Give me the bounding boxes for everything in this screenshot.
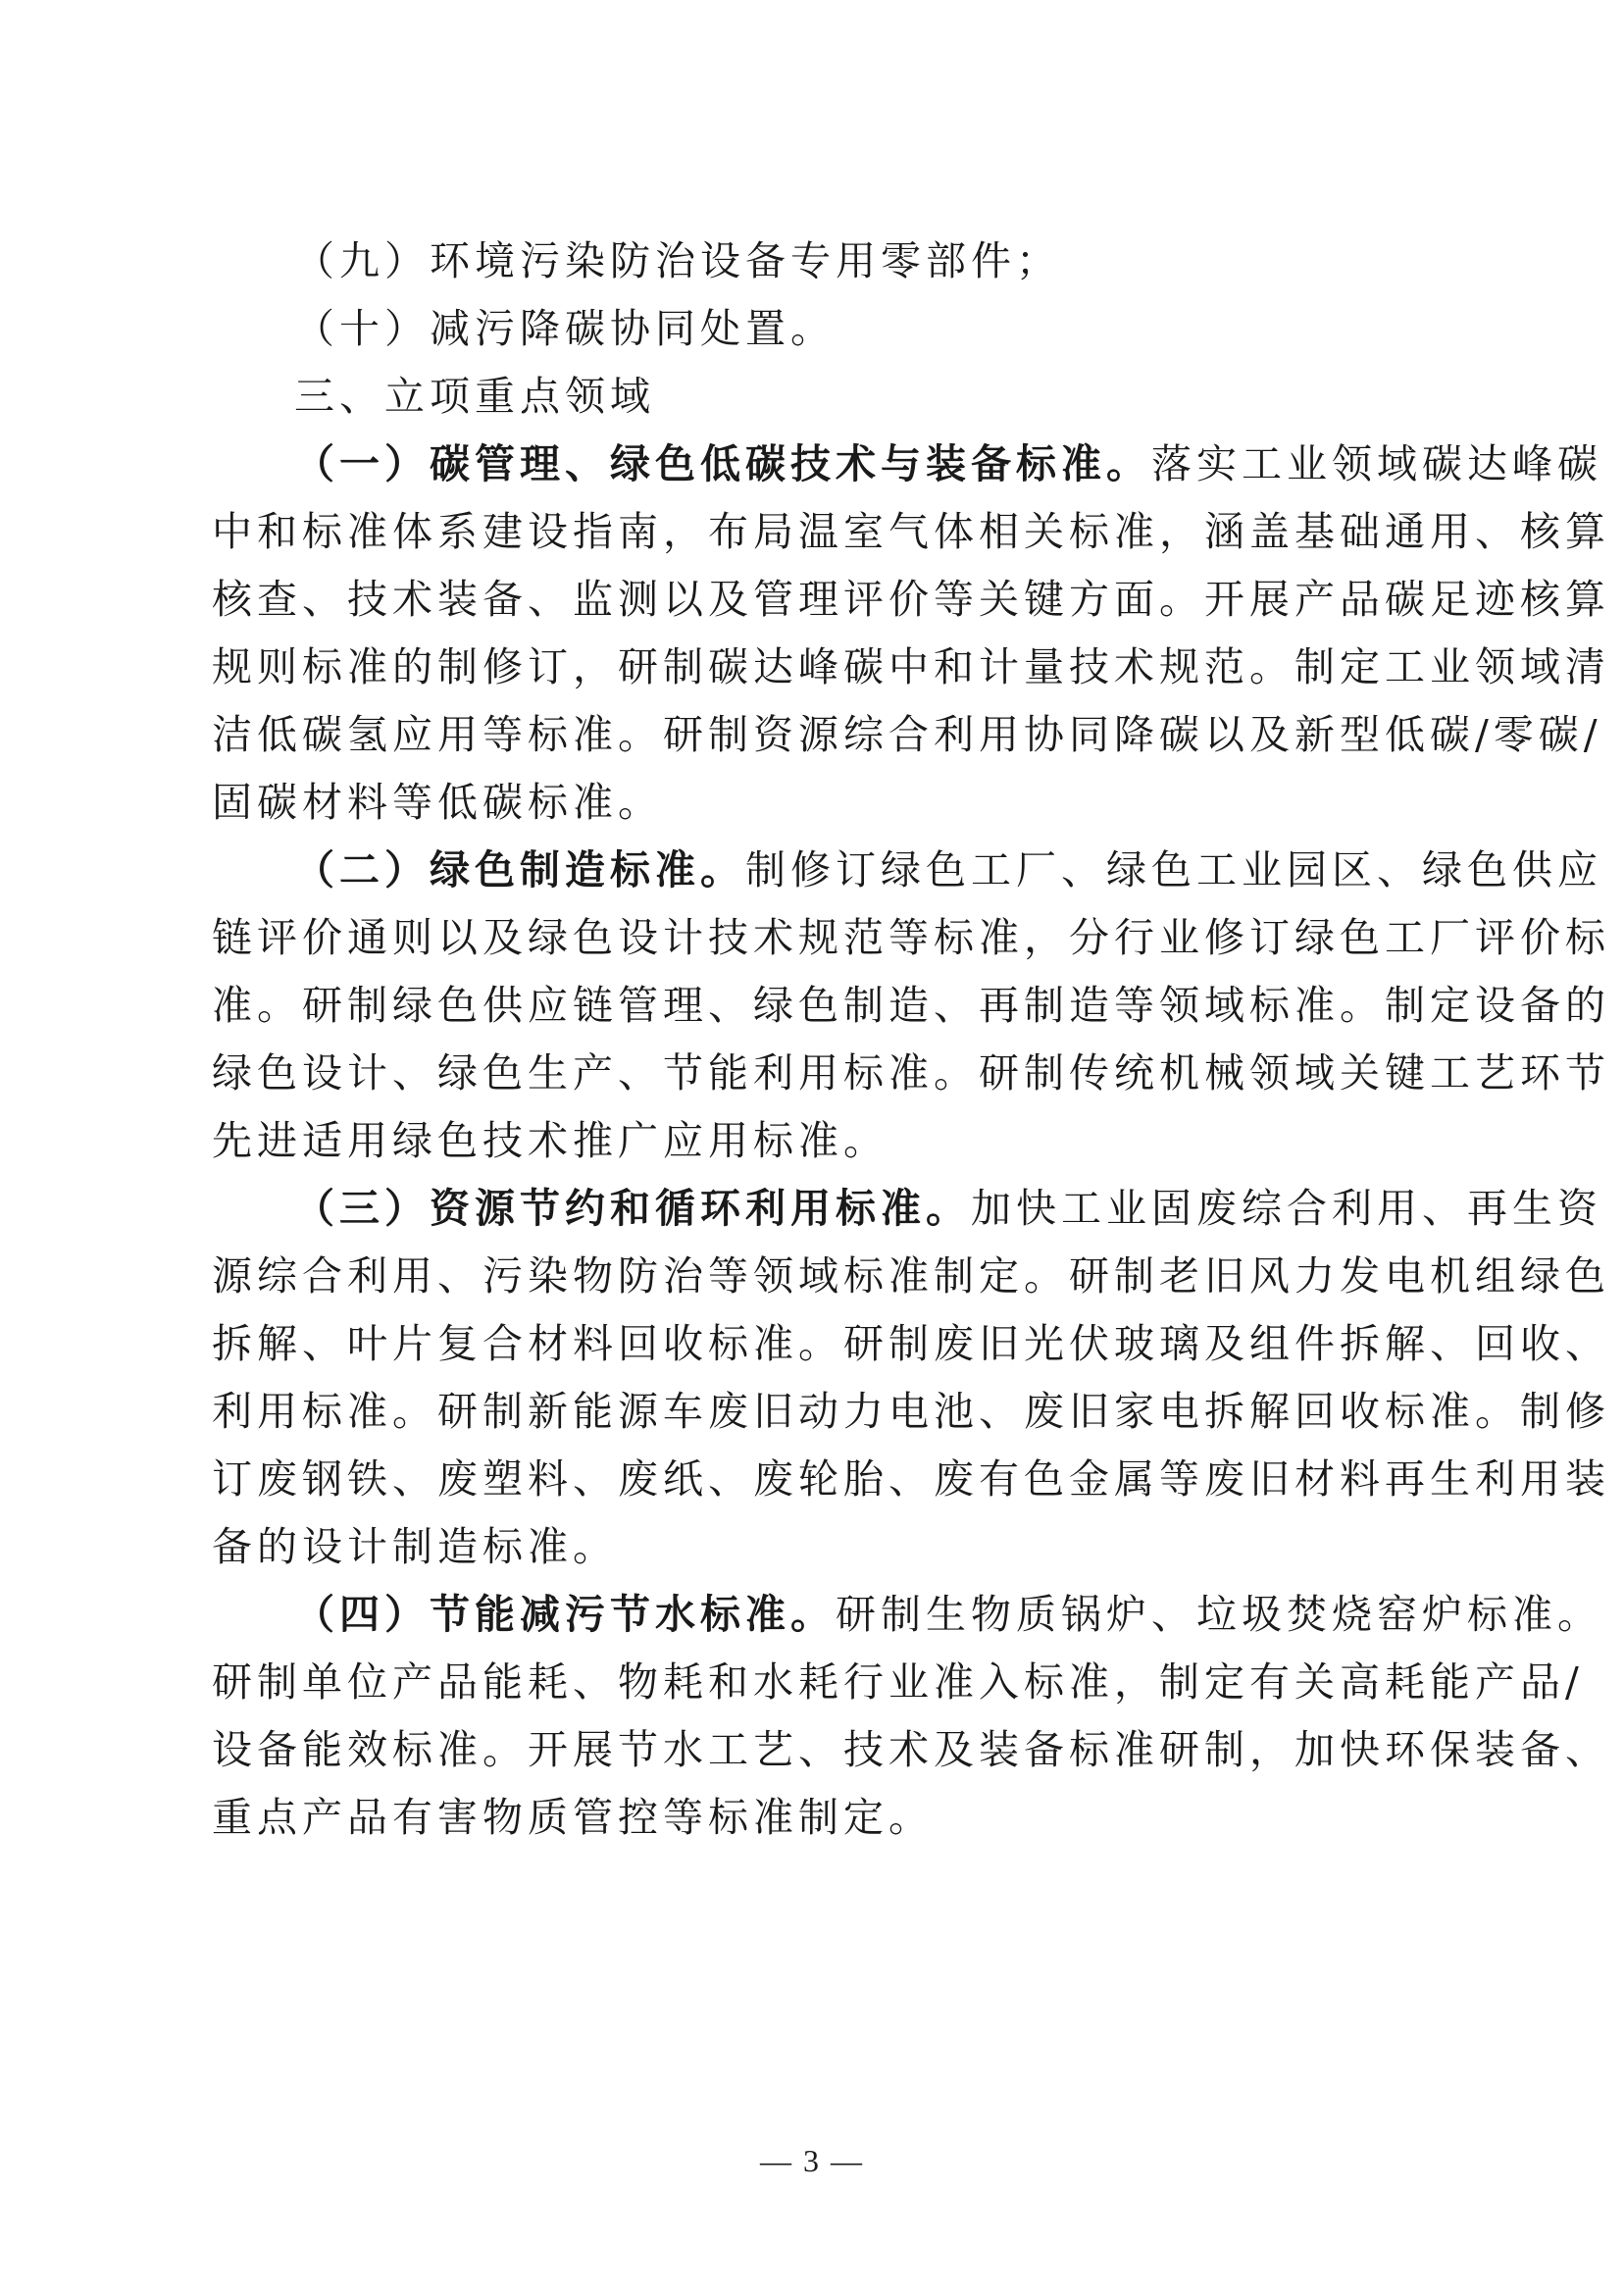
section-4 [212, 1581, 1610, 1852]
section-4-first-line [212, 1581, 1602, 1649]
section-3-text: 加快工业固废综合利用、再生资 [971, 1185, 1602, 1232]
section-4-line: 研制单位产品能耗、物耗和水耗行业准入标准，制定有关高耗能产品/ [212, 1658, 1584, 1706]
section-1-line: 洁低碳氢应用等标准。研制资源综合利用协同降碳以及新型低碳/零碳/ [212, 711, 1602, 758]
section-2-title: （二）绿色制造标准。 [294, 846, 745, 893]
section-3-title: （三）资源节约和循环利用标准。 [294, 1185, 971, 1232]
section-3-line: 利用标准。研制新能源车废旧动力电池、废旧家电拆解回收标准。制修 [212, 1388, 1610, 1435]
section-3-line: 备的设计制造标准。 [212, 1523, 618, 1570]
document-body [212, 228, 1610, 1852]
section-4-line: 重点产品有害物质管控等标准制定。 [212, 1794, 934, 1841]
section-1-first-line [212, 431, 1602, 498]
section-1-line: 中和标准体系建设指南，布局温室气体相关标准，涵盖基础通用、核算 [212, 508, 1610, 555]
section-3 [212, 1175, 1610, 1581]
section-2-line: 绿色设计、绿色生产、节能利用标准。研制传统机械领域关键工艺环节 [212, 1049, 1610, 1096]
section-3-line: 订废钢铁、废塑料、废纸、废轮胎、废有色金属等废旧材料再生利用装 [212, 1455, 1610, 1503]
section-1-line: 核查、技术装备、监测以及管理评价等关键方面。开展产品碳足迹核算 [212, 576, 1610, 623]
section-2-first-line [212, 837, 1602, 904]
page-number: — 3 — [760, 2143, 864, 2178]
section-3-line: 拆解、叶片复合材料回收标准。研制废旧光伏玻璃及组件拆解、回收、 [212, 1320, 1610, 1367]
section-1-line: 规则标准的制修订，研制碳达峰碳中和计量技术规范。制定工业领域清 [212, 643, 1610, 690]
section-3-first-line [212, 1175, 1602, 1243]
section-2-line: 准。研制绿色供应链管理、绿色制造、再制造等领域标准。制定设备的 [212, 982, 1610, 1029]
list-item-10: （十）减污降碳协同处置。 [294, 305, 836, 352]
section-3-line: 源综合利用、污染物防治等领域标准制定。研制老旧风力发电机组绿色 [212, 1252, 1610, 1300]
section-2-text: 制修订绿色工厂、绿色工业园区、绿色供应 [745, 846, 1602, 893]
section-1-line: 固碳材料等低碳标准。 [212, 779, 663, 826]
section-2-line: 链评价通则以及绿色设计技术规范等标准，分行业修订绿色工厂评价标 [212, 914, 1610, 961]
section-1-title: （一）碳管理、绿色低碳技术与装备标准。 [294, 440, 1151, 487]
section-1 [212, 431, 1610, 837]
section-2-line: 先进适用绿色技术推广应用标准。 [212, 1117, 888, 1164]
section-1-text: 落实工业领域碳达峰碳 [1151, 440, 1602, 487]
section-heading: 三、立项重点领域 [294, 373, 655, 420]
section-4-line: 设备能效标准。开展节水工艺、技术及装备标准研制，加快环保装备、 [212, 1726, 1610, 1773]
section-4-text: 研制生物质锅炉、垃圾焚烧窑炉标准。 [836, 1591, 1602, 1638]
section-2 [212, 837, 1610, 1175]
section-4-title: （四）节能减污节水标准。 [294, 1591, 836, 1638]
list-item-9: （九）环境污染防治设备专用零部件； [294, 237, 1061, 284]
